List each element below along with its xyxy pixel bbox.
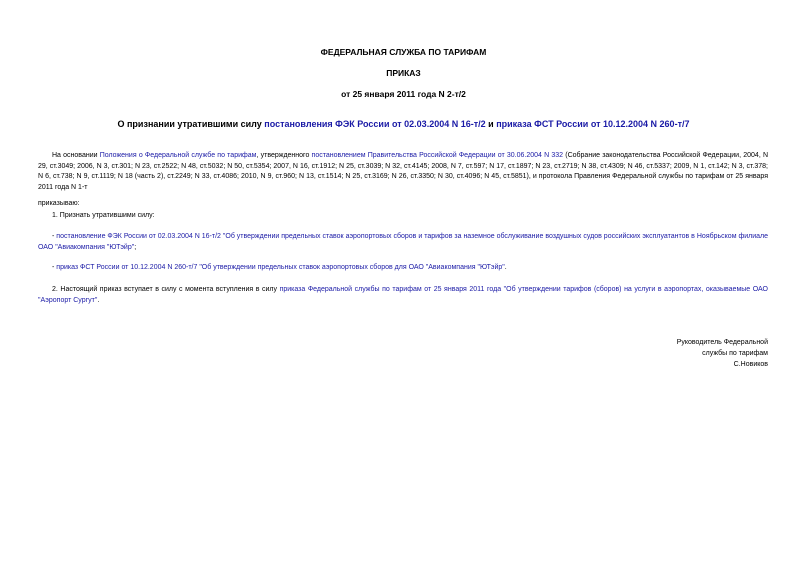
item-1a bbox=[38, 232, 768, 253]
order-word: приказываю: bbox=[38, 200, 80, 207]
item-2 bbox=[38, 285, 768, 306]
item-1: 1. Признать утратившими силу: bbox=[52, 212, 155, 219]
link-fst-order-surgut[interactable]: приказа Федеральной службы по тарифам от 25 января 2011 года "Об утверждении тарифов (сборов) на услуги в аэропортах, оказываемые ОАО "Аэропорт Сургут" bbox=[38, 286, 768, 304]
item-1b-end: . bbox=[504, 264, 507, 271]
item-1b bbox=[38, 263, 768, 274]
link-fek-resolution[interactable]: постановление ФЭК России от 02.03.2004 N 16-т/2 "Об утверждении предельных ставок аэропортовых сборов и тарифов за наземное обслуживание воздушных судов российских эксплуатантов в Ноябрьском филиале ОАО "Авиакомпания "ЮТэйр" bbox=[38, 233, 768, 251]
basis-paragraph bbox=[38, 151, 768, 193]
signature-line-1: Руководитель Федеральной bbox=[676, 339, 768, 346]
signature-line-2: службы по тарифам bbox=[702, 350, 768, 357]
item-2-text: 2. Настоящий приказ вступает в силу с момента вступления в силу bbox=[52, 286, 280, 293]
link-fst-order[interactable]: приказ ФСТ России от 10.12.2004 N 260-т/7 "Об утверждении предельных ставок аэропортовых сборов для ОАО "Авиакомпания "ЮТэйр" bbox=[56, 264, 505, 271]
signature-block bbox=[677, 337, 768, 370]
agency-name: ФЕДЕРАЛЬНАЯ СЛУЖБА ПО ТАРИФАМ bbox=[320, 47, 487, 57]
title-middle: и bbox=[485, 119, 497, 129]
basis-text-3: (Собрание законодательства Российской Федерации, 2004, N 29, ст.3049; 2006, N 3, ст.301; N 23, ст.2522; N 48, ст.5032; N 50, ст.5354; 2007, N 16, ст.1912; N 25, ст.3039; N 32, ст.4145; 2008, N 7, ст.597; N 17, ст.1897; N 23, ст.2719; N 38, ст.4309; N 46, ст.5337; 2009, N 1, ст.142; N 3, ст.378; N 6, ст.738; N 9, ст.1119; N 18 (часть 2), ст.2249; N 33, ст.4086; 2010, N 9, ст.960; N 13, ст.1514; N 25, ст.3169; N 26, ст.3350; N 30, ст.4096; N 45, ст.5851), и протокола Правления Федеральной службы по тарифам от 25 января 2011 года N 1-т bbox=[38, 152, 769, 191]
signature-name: С.Новиков bbox=[733, 361, 768, 368]
basis-text-1: На основании bbox=[52, 152, 100, 159]
link-regulation-fst[interactable]: Положения о Федеральной службе по тарифам bbox=[99, 152, 257, 159]
item-2-end: . bbox=[97, 296, 100, 304]
document-date-number: от 25 января 2011 года N 2-т/2 bbox=[341, 89, 466, 99]
link-government-decree[interactable]: постановлением Правительства Российской Федерации от 30.06.2004 N 332 bbox=[311, 152, 564, 159]
item-1a-dash: - bbox=[52, 233, 57, 240]
document-title bbox=[0, 119, 807, 129]
title-prefix: О признании утратившими силу bbox=[117, 119, 265, 129]
basis-text-2: , утвержденного bbox=[256, 152, 312, 159]
item-1b-dash: - bbox=[52, 264, 57, 271]
item-1a-end: ; bbox=[134, 243, 137, 251]
title-link-fek[interactable]: постановления ФЭК России от 02.03.2004 N 16-т/2 bbox=[264, 119, 486, 129]
title-link-fst[interactable]: приказа ФСТ России от 10.12.2004 N 260-т/7 bbox=[496, 119, 690, 129]
document-type: ПРИКАЗ bbox=[386, 68, 421, 78]
